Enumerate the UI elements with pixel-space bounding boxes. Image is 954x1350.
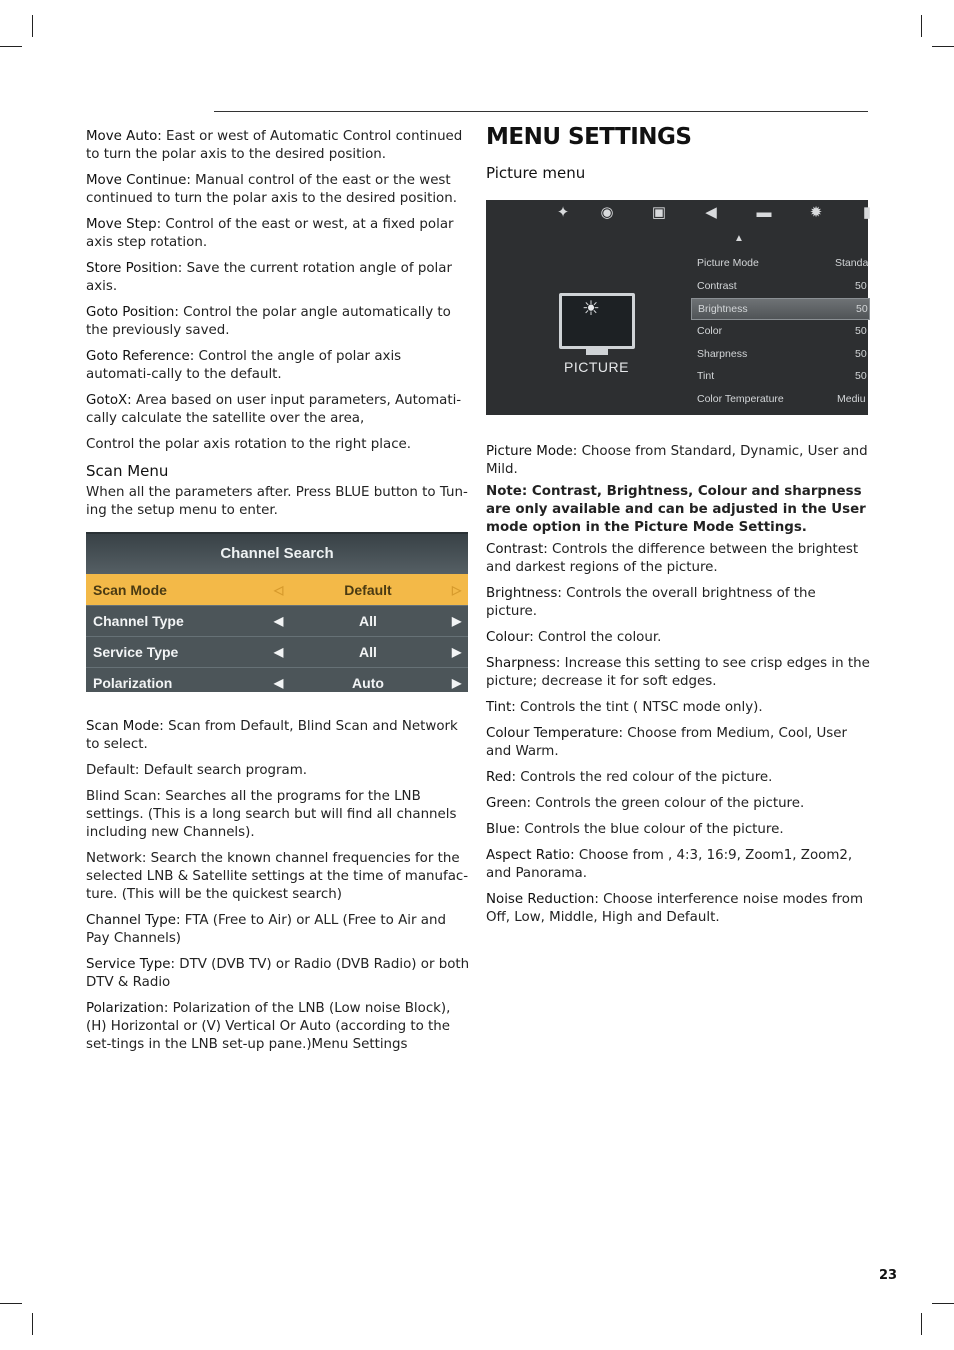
paragraph: Red: Controls the red colour of the picture.: [486, 770, 773, 785]
tint-row[interactable]: Tint 50: [697, 370, 867, 382]
picture-menu-panel: [486, 200, 872, 415]
arrow-left-icon[interactable]: ◀: [274, 645, 284, 659]
right-column: [486, 124, 872, 935]
paragraph: Contrast: Controls the difference between the brightest and darkest regions of the picture.: [486, 542, 859, 575]
picture-menu-heading: Picture menu: [486, 164, 586, 182]
paragraph: Channel Type: FTA (Free to Air) or ALL (Free to Air and Pay Channels): [86, 913, 446, 946]
paragraph: Tint: Controls the tint ( NTSC mode only).: [486, 700, 763, 715]
crop-mark: [0, 1303, 22, 1304]
paragraph: Blind Scan: Searches all the programs for the LNB settings. (This is a long search but will find all channels including new Channels).: [86, 789, 457, 840]
scan-menu-intro: When all the parameters after. Press BLUE button to Tun-ing the setup menu to enter.: [86, 485, 468, 518]
arrow-right-icon[interactable]: ▶: [452, 676, 462, 690]
note-paragraph: Note: Contrast, Brightness, Colour and sharpness are only available and can be adjusted in the User mode option in the Picture Mode Settings.: [486, 484, 866, 535]
crop-mark: [921, 15, 922, 37]
row-label: Channel Type: [93, 613, 184, 629]
sharpness-row[interactable]: Sharpness 50: [697, 348, 867, 360]
paragraph: GotoX: Area based on user input parameters, Automati-cally calculate the satellite over the area,: [86, 393, 462, 426]
paragraph: Noise Reduction: Choose interference noise modes from Off, Low, Middle, High and Default.: [486, 892, 863, 925]
paragraph: Polarization: Polarization of the LNB (Low noise Block), (H) Horizontal or (V) Vertical Or Auto (according to the set-tings in the LNB set-up pane.)Menu Settings: [86, 1001, 451, 1052]
crop-mark: [921, 1313, 922, 1335]
polarization-row[interactable]: [86, 667, 468, 698]
channel-search-title: Channel Search: [86, 532, 468, 574]
paragraph: Control the polar axis rotation to the right place.: [86, 437, 412, 452]
arrow-left-icon[interactable]: ◀: [274, 676, 284, 690]
paragraph: Brightness: Controls the overall brightness of the picture.: [486, 586, 816, 619]
arrow-right-icon[interactable]: ▶: [452, 645, 462, 659]
menu-icon-bar: [486, 200, 872, 226]
row-value: Default: [344, 582, 392, 598]
row-label: Service Type: [93, 644, 179, 660]
paragraph: Move Step: Control of the east or west, at a fixed polar axis step rotation.: [86, 217, 454, 250]
paragraph: Blue: Controls the blue colour of the picture.: [486, 822, 784, 837]
tv-stand: [586, 349, 608, 355]
header-rule: [214, 111, 868, 112]
paragraph: Colour: Control the colour.: [486, 630, 662, 645]
arrow-left-icon[interactable]: ◀: [274, 614, 284, 628]
paragraph: Move Auto: East or west of Automatic Control continued to turn the polar axis to the desired position.: [86, 129, 463, 162]
brightness-icon: ☀: [582, 298, 600, 320]
gear-icon[interactable]: ✹: [809, 204, 823, 221]
paragraph: Move Continue: Manual control of the east or the west continued to turn the polar axis to the desired position.: [86, 173, 457, 206]
crop-mark: [932, 46, 954, 47]
row-value: Auto: [352, 675, 384, 691]
scan-menu-heading: Scan Menu: [86, 462, 169, 480]
crop-mark: [32, 1313, 33, 1335]
paragraph: Default: Default search program.: [86, 763, 308, 778]
row-label: Polarization: [93, 675, 173, 691]
paragraph: Scan Mode: Scan from Default, Blind Scan and Network to select.: [86, 719, 458, 752]
arrow-right-icon[interactable]: ▶: [452, 614, 462, 628]
scan-mode-row[interactable]: [86, 574, 468, 605]
globe-icon[interactable]: ◉: [600, 204, 614, 221]
color-temperature-row[interactable]: Color Temperature Mediu: [697, 393, 866, 405]
page-number: 23: [879, 1268, 898, 1283]
paragraph: Colour Temperature: Choose from Medium, Cool, User and Warm.: [486, 726, 847, 759]
color-row[interactable]: Color 50: [697, 325, 867, 337]
paragraph: Goto Reference: Control the angle of polar axis automati-cally to the default.: [86, 349, 402, 382]
left-column: [86, 128, 470, 1062]
row-label: Scan Mode: [93, 582, 167, 598]
paragraph: Service Type: DTV (DVB TV) or Radio (DVB Radio) or both DTV & Radio: [86, 957, 470, 990]
paragraph: Green: Controls the green colour of the picture.: [486, 796, 805, 811]
paragraph: Goto Position: Control the polar angle automatically to the previously saved.: [86, 305, 451, 338]
paragraph: Store Position: Save the current rotation angle of polar axis.: [86, 261, 452, 294]
paragraph: Aspect Ratio: Choose from , 4:3, 16:9, Zoom1, Zoom2, and Panorama.: [486, 848, 853, 881]
monitor-icon[interactable]: ▣: [651, 204, 667, 221]
row-value: All: [359, 613, 377, 629]
arrow-right-icon[interactable]: ▷: [452, 583, 462, 597]
page-title: MENU SETTINGS: [486, 124, 692, 150]
lock-icon[interactable]: ▬: [756, 204, 772, 221]
paragraph: Sharpness: Increase this setting to see crisp edges in the picture; decrease it for soft edges.: [486, 656, 870, 689]
paragraph: Network: Search the known channel frequencies for the selected LNB & Satellite settings at the time of manufac-ture. (This will be the quickest search): [86, 851, 469, 902]
padlock-icon[interactable]: ▮: [862, 204, 872, 221]
arrow-left-icon[interactable]: ◁: [274, 583, 284, 597]
channel-search-panel: [86, 532, 468, 692]
satellite-icon[interactable]: ✦: [556, 204, 570, 221]
paragraph: Picture Mode: Choose from Standard, Dynamic, User and Mild.: [486, 444, 868, 477]
chevron-up-icon[interactable]: ▲: [734, 233, 744, 244]
contrast-row[interactable]: Contrast 50: [697, 280, 867, 292]
channel-type-row[interactable]: [86, 605, 468, 636]
picture-caption: PICTURE: [564, 359, 629, 375]
speaker-icon[interactable]: ◀: [705, 204, 717, 221]
row-value: All: [359, 644, 377, 660]
picture-mode-row[interactable]: Picture Mode Standa: [697, 257, 869, 269]
brightness-row[interactable]: Brightness 50: [691, 298, 870, 320]
crop-mark: [0, 46, 22, 47]
crop-mark: [32, 15, 33, 37]
service-type-row[interactable]: [86, 636, 468, 667]
crop-mark: [932, 1303, 954, 1304]
